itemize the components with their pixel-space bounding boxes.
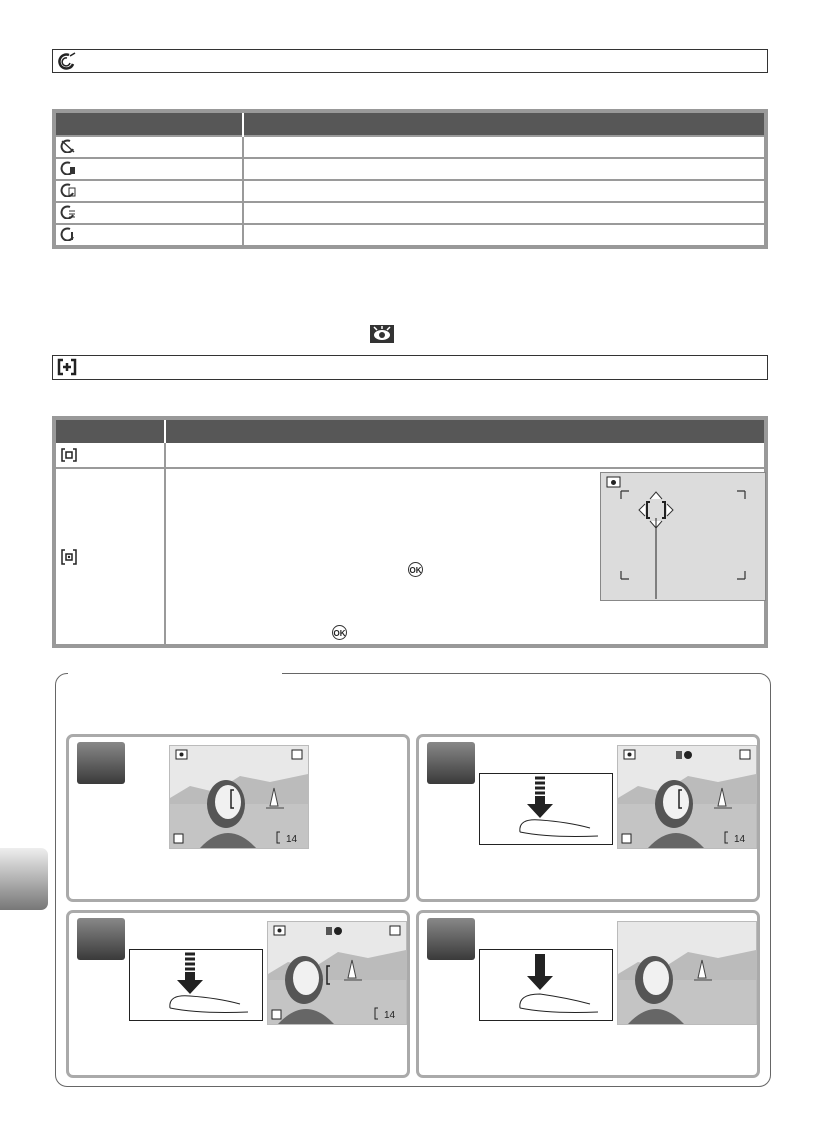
table-cell <box>54 136 243 158</box>
af-center-icon <box>61 448 77 462</box>
table-header-cell <box>54 111 243 136</box>
table-cell <box>54 158 243 180</box>
monitor-scene <box>169 745 309 849</box>
table-cell <box>243 224 766 247</box>
camera-mode-icon <box>274 926 285 935</box>
table-cell <box>54 180 243 202</box>
vr-off-icon <box>60 139 76 153</box>
af-manual-icon <box>61 549 77 565</box>
af-area-icon <box>57 358 77 376</box>
table-row <box>56 469 164 644</box>
monitor-scene <box>267 921 407 1025</box>
step-badge <box>427 742 475 784</box>
frames-remaining: 14 <box>384 1010 396 1021</box>
step-panel-4 <box>416 910 760 1078</box>
table-cell <box>243 180 766 202</box>
step-panel-2 <box>416 734 760 902</box>
chapter-side-tab <box>0 848 48 910</box>
vr-header-box <box>52 49 768 73</box>
monitor-diagram <box>600 472 766 601</box>
step-badge <box>77 742 125 784</box>
table-row <box>54 136 766 158</box>
step-badge <box>77 918 125 960</box>
step-panel-3 <box>66 910 410 1078</box>
table-row <box>56 443 164 467</box>
vr-on-icon <box>60 161 76 175</box>
table-cell <box>243 136 766 158</box>
table-cell <box>54 224 243 247</box>
table-row <box>54 180 766 202</box>
vr-shooting-icon <box>60 183 76 197</box>
table-header-row <box>56 420 764 443</box>
shutter-half-press-illustration <box>129 949 263 1021</box>
table-header-row <box>54 111 766 136</box>
frames-remaining: 14 <box>286 834 298 845</box>
table-header-cell <box>243 111 766 136</box>
monitor-scene <box>617 745 757 849</box>
table-row <box>54 158 766 180</box>
table-cell <box>243 202 766 224</box>
table-cell <box>243 158 766 180</box>
vr-icon <box>57 52 77 70</box>
eye-icon <box>370 325 394 343</box>
focus-lock-box <box>55 673 771 1087</box>
camera-mode-icon <box>176 750 187 759</box>
captured-photo <box>617 921 757 1025</box>
table-row <box>54 224 766 247</box>
ok-button-icon: OK <box>408 562 423 577</box>
af-options-table <box>52 416 768 648</box>
ok-button-icon: OK <box>332 625 347 640</box>
frames-remaining: 14 <box>734 834 746 845</box>
af-area-header-box <box>52 355 768 380</box>
table-cell <box>54 202 243 224</box>
camera-mode-icon <box>607 477 620 487</box>
shutter-half-press-illustration <box>479 773 613 845</box>
vr-active-icon <box>60 205 76 219</box>
shutter-full-press-illustration <box>479 949 613 1021</box>
step-panel-1 <box>66 734 410 902</box>
step-badge <box>427 918 475 960</box>
vr-options-table <box>52 109 768 249</box>
vr-normal-icon <box>60 227 76 241</box>
camera-mode-icon <box>624 750 635 759</box>
table-row <box>54 202 766 224</box>
